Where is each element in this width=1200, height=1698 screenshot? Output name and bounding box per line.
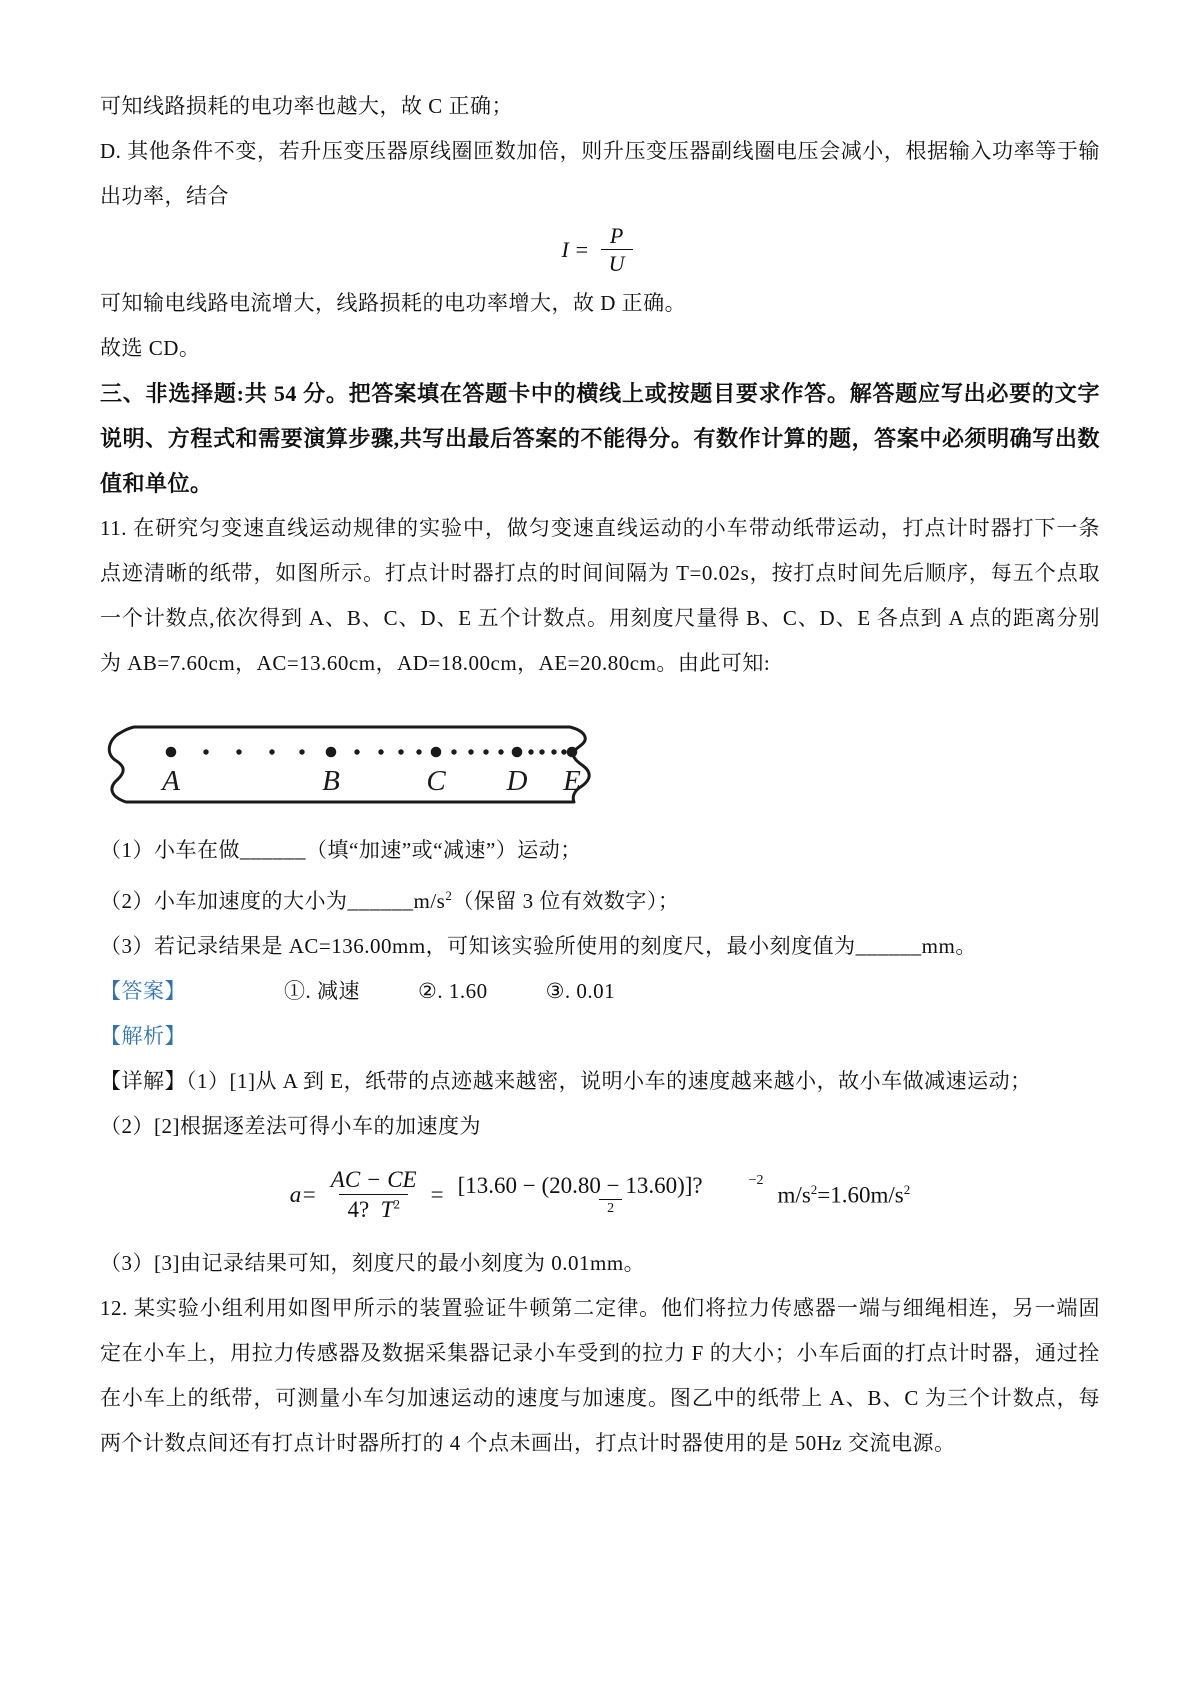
formula-a-f2-den: 2 bbox=[599, 1199, 622, 1218]
answer-label: 【答案】 bbox=[100, 979, 186, 1003]
formula-a-f1-num: AC − CE bbox=[330, 1167, 417, 1193]
solution-line-c: 可知线路损耗的电功率也越大，故 C 正确； bbox=[100, 94, 514, 118]
q11-item-3: （3）若记录结果是 AC=136.00mm，可知该实验所使用的刻度尺，最小刻度值为______mm。 bbox=[100, 934, 977, 958]
formula-current bbox=[100, 219, 1100, 281]
option-d-analysis: D. 其他条件不变，若升压变压器原线圈匝数加倍，则升压变压器副线圈电压会减小，根据输入功率等于输出功率，结合 bbox=[100, 139, 1100, 208]
formula-current-lhs: I bbox=[561, 237, 569, 262]
formula-a-eq: = bbox=[430, 1182, 444, 1207]
tape-figure bbox=[104, 722, 614, 808]
formula-current-numerator: P bbox=[609, 222, 624, 248]
q11-item-1: （1）小车在做______（填“加速”或“减速”）运动； bbox=[100, 838, 582, 862]
answer-item-2: ②. 1.60 bbox=[418, 979, 488, 1003]
formula-acceleration bbox=[100, 1149, 1100, 1241]
section-3-heading: 三、非选择题:共 54 分。把答案填在答题卡中的横线上或按题目要求作答。解答题应写出必要的文字说明、方程式和需要演算步骤,共写出最后答案的不能得分。有数作计算的题，答案中必须明确写出数值和单位。 bbox=[100, 381, 1100, 496]
formula-a-lhs: a= bbox=[289, 1182, 317, 1207]
solution-line-d2: 可知输电线路电流增大，线路损耗的电功率增大，故 D 正确。 bbox=[100, 291, 687, 315]
formula-a-f2-num: [13.60 − (20.80 − 13.60)]? $^{-2}$ bbox=[457, 1172, 764, 1198]
svg-text:B: B bbox=[322, 765, 340, 797]
tape-svg bbox=[104, 722, 614, 808]
answer-choice-line: 故选 CD。 bbox=[100, 336, 201, 360]
detail-label: 【详解】 bbox=[100, 1069, 186, 1093]
q12-stem: 12. 某实验小组利用如图甲所示的装置验证牛顿第二定律。他们将拉力传感器一端与细绳相连，另一端固定在小车上，用拉力传感器及数据采集器记录小车受到的拉力 F 的大小；小车后面的打点计时器，通过拴在小车上的纸带，可测量小车匀加速运动的速度与加速度。图乙中的纸带上 A、B、C 为三个计数点，每两个计数点间还有打点计时器所打的 4 个点未画出，打点计时器使用的是 50Hz 交流电源。 bbox=[100, 1296, 1100, 1455]
q11-item-2-sup: 2 bbox=[445, 888, 453, 903]
formula-current-fraction bbox=[601, 223, 633, 278]
q11-answer-row bbox=[100, 969, 1100, 1014]
svg-text:A: A bbox=[162, 765, 180, 797]
svg-text:C: C bbox=[426, 765, 446, 797]
q11-stem: 11. 在研究匀变速直线运动规律的实验中，做匀变速直线运动的小车带动纸带运动，打点计时器打下一条点迹清晰的纸带，如图所示。打点计时器打点的时间间隔为 T=0.02s，按打点时间先后顺序，每五个点取一个计数点,依次得到 A、B、C、D、E 五个计数点。用刻度尺量得 B、C、D、E 各点到 A 点的距离分别为 AB=7.60cm，AC=13.60cm，AD=18.00cm，AE=20.80cm。由此可知: bbox=[100, 516, 1100, 675]
formula-current-eq: = bbox=[568, 237, 595, 262]
svg-text:E: E bbox=[563, 765, 581, 797]
detail-1-text: （1）[1]从 A 到 E，纸带的点迹越来越密，说明小车的速度越来越小，故小车做减速运动； bbox=[186, 1069, 1032, 1093]
formula-a-f1-den: 4? $T^2$ bbox=[339, 1194, 408, 1224]
q11-detail-2: （2）[2]根据逐差法可得小车的加速度为 bbox=[100, 1114, 481, 1138]
answer-item-1: ①. 减速 bbox=[284, 979, 360, 1003]
formula-a-fraction-2 bbox=[450, 1172, 772, 1218]
q11-item-2-post: （保留 3 位有效数字）； bbox=[452, 889, 680, 913]
answer-item-3: ③. 0.01 bbox=[545, 979, 616, 1003]
svg-text:D: D bbox=[506, 765, 528, 797]
formula-a-unit: $m/s^2=1.60m/s^2$ bbox=[777, 1181, 911, 1208]
q11-detail-3: （3）[3]由记录结果可知，刻度尺的最小刻度为 0.01mm。 bbox=[100, 1251, 646, 1275]
q11-detail-1 bbox=[100, 1059, 1100, 1104]
formula-current-denominator: U bbox=[601, 249, 633, 277]
q11-item-2-pre: （2）小车加速度的大小为______m/s bbox=[100, 889, 446, 913]
analysis-label-line: 【解析】 bbox=[100, 1024, 186, 1048]
q11-item-2 bbox=[100, 873, 1100, 924]
formula-a-fraction-1 bbox=[323, 1166, 425, 1223]
